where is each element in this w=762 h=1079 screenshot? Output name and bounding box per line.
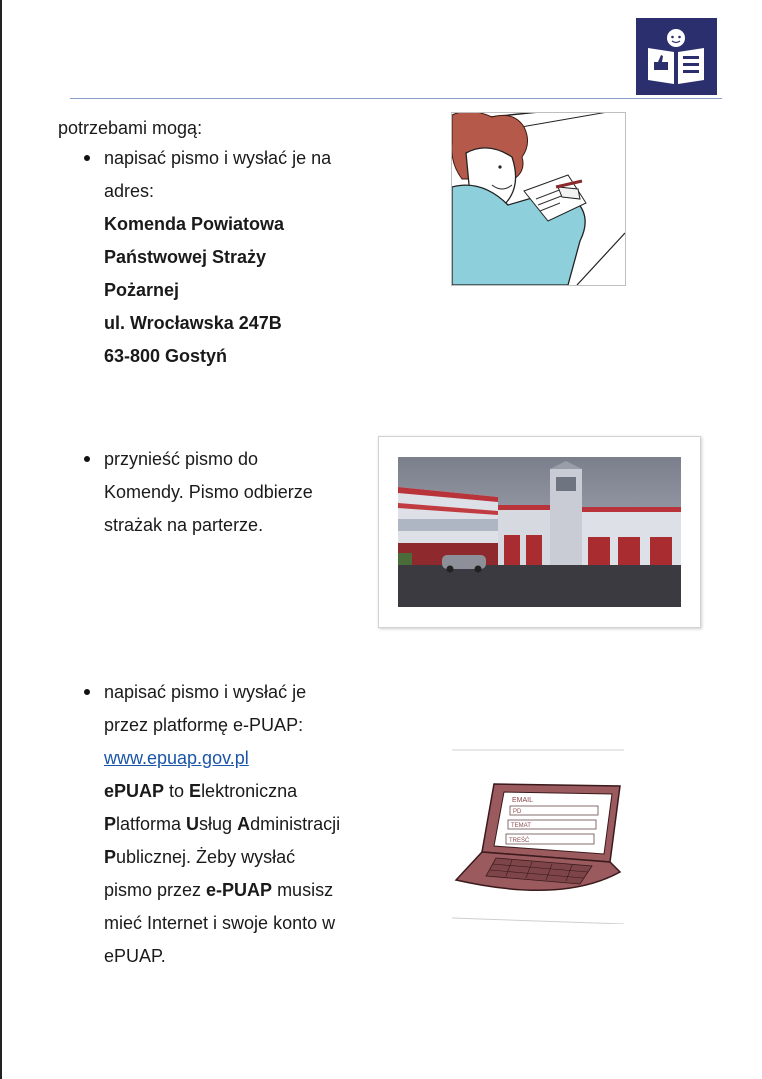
- easy-to-read-logo: [636, 18, 717, 95]
- epuap-definition-line: Publicznej. Żeby wysłać: [104, 847, 296, 867]
- intro-text: potrzebami mogą:: [58, 118, 203, 138]
- fire-station-photo-frame: [378, 436, 701, 628]
- item-3-line: przez platformę e-PUAP:: [104, 715, 304, 735]
- item-2-line: strażak na parterze.: [104, 515, 264, 535]
- item-3-line: pismo przez e-PUAP musisz: [104, 880, 334, 900]
- item-3-text: [104, 676, 340, 973]
- bullet-3: [84, 689, 90, 695]
- item-2-line: Komendy. Pismo odbierze: [104, 482, 313, 502]
- laptop-label-body: TREŚĆ: [509, 838, 530, 844]
- address-line: 63-800 Gostyń: [104, 346, 228, 366]
- item-3-line: mieć Internet i swoje konto w: [104, 913, 336, 933]
- epuap-definition-line: ePUAP to Elektroniczna: [104, 781, 298, 801]
- epuap-link[interactable]: www.epuap.gov.pl: [104, 748, 249, 768]
- reading-person-icon: [636, 18, 717, 95]
- bullet-2: [84, 456, 90, 462]
- writing-letter-illustration: [451, 112, 626, 286]
- item-2-text: [104, 443, 313, 542]
- item-3-line: napisać pismo i wysłać je: [104, 682, 307, 702]
- bullet-1: [84, 155, 90, 161]
- page-left-border: [0, 0, 2, 1079]
- item-3-line: ePUAP.: [104, 946, 166, 966]
- laptop-label-email: EMAIL: [512, 797, 534, 804]
- address-line: Pożarnej: [104, 280, 180, 300]
- epuap-definition-line: Platforma Usług Administracji: [104, 814, 341, 834]
- address-line: Komenda Powiatowa: [104, 214, 285, 234]
- item-1-line: adres:: [104, 181, 155, 201]
- header-divider: [70, 98, 722, 99]
- fire-station-photo: [398, 457, 681, 607]
- item-2-line: przynieść pismo do: [104, 449, 259, 469]
- item-1-line: napisać pismo i wysłać je na: [104, 148, 332, 168]
- address-line: ul. Wrocławska 247B: [104, 313, 282, 333]
- laptop-label-subject: TEMAT: [511, 823, 531, 829]
- address-line: Państwowej Straży: [104, 247, 267, 267]
- laptop-label-to: PD: [513, 809, 522, 815]
- laptop-illustration: [452, 748, 624, 924]
- item-1-text: [104, 142, 331, 373]
